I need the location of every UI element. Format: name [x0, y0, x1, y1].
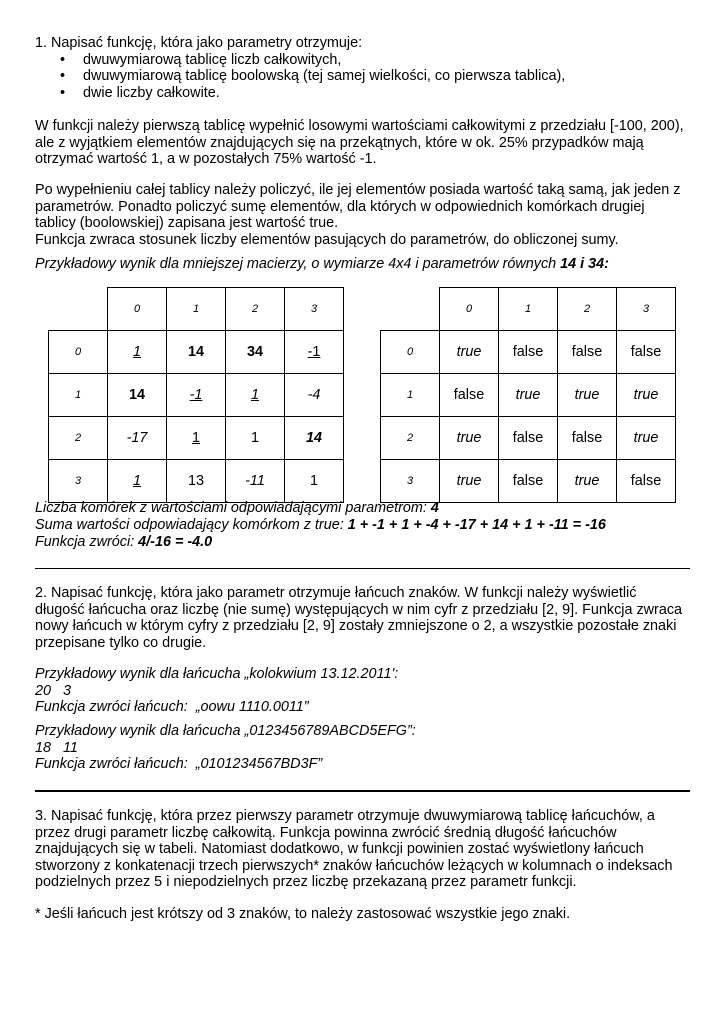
- table-cell: -1: [285, 331, 344, 374]
- task1-bullet: • dwie liczby całkowite.: [35, 85, 689, 102]
- table-cell: false: [499, 417, 558, 460]
- table-cell: false: [617, 331, 676, 374]
- table-cell: false: [558, 331, 617, 374]
- result-sum: Suma wartości odpowiadający komórkom z true: 1 + -1 + 1 + -4 + -17 + 14 + 1 + -11 = -16: [35, 517, 606, 533]
- row-header: 1: [49, 374, 108, 417]
- table-cell: 34: [226, 331, 285, 374]
- task1-intro-block: [35, 35, 689, 101]
- task2-ex1-return: Funkcja zwróci łańcuch: „oowu 1110.0011”: [35, 699, 309, 716]
- table-cell: -1: [167, 374, 226, 417]
- table-cell: 1: [285, 460, 344, 503]
- row-header: 1: [381, 374, 440, 417]
- table-cell: true: [617, 417, 676, 460]
- task1-results: [35, 500, 689, 551]
- task1-para2-block: [35, 182, 689, 248]
- row-header: 0: [381, 331, 440, 374]
- row-header: 0: [49, 331, 108, 374]
- table-cell: -4: [285, 374, 344, 417]
- row-header: 2: [381, 417, 440, 460]
- divider: [35, 568, 690, 569]
- task3-footnote: * Jeśli łańcuch jest krótszy od 3 znaków, to należy zastosować wszystkie jego znaki.: [35, 906, 571, 922]
- table-cell: 1: [226, 417, 285, 460]
- table-cell: true: [558, 374, 617, 417]
- task1-bullet-list: [35, 52, 689, 102]
- task1-intro: 1. Napisać funkcję, która jako parametry otrzymuje:: [35, 35, 363, 51]
- divider: [35, 790, 690, 792]
- task1-example-label: Przykładowy wynik dla mniejszej macierzy, o wymiarze 4x4 i parametrów równych 14 i 34:: [35, 256, 609, 272]
- table-cell: true: [617, 374, 676, 417]
- table-cell: 13: [167, 460, 226, 503]
- result-return: Funkcja zwróci: 4/-16 = -4.0: [35, 534, 213, 550]
- int-table: [48, 287, 344, 503]
- col-header: 0: [108, 288, 167, 331]
- task2-ex1-output: 20 3: [35, 682, 72, 699]
- table-corner: [381, 288, 440, 331]
- bool-table: [380, 287, 676, 503]
- table-cell: -11: [226, 460, 285, 503]
- table-cell: false: [558, 417, 617, 460]
- col-header: 2: [558, 288, 617, 331]
- col-header: 1: [167, 288, 226, 331]
- table-corner: [49, 288, 108, 331]
- table-cell: false: [499, 331, 558, 374]
- task1-bullet: • dwuwymiarową tablicę liczb całkowitych,: [35, 52, 689, 69]
- table-cell: 1: [167, 417, 226, 460]
- table-cell: true: [499, 374, 558, 417]
- table-cell: true: [440, 417, 499, 460]
- task2-ex1-label: Przykładowy wynik dla łańcucha „kolokwium 13.12.2011':: [35, 666, 399, 682]
- task1-bullet: • dwuwymiarową tablicę boolowską (tej samej wielkości, co pierwsza tablica),: [35, 68, 689, 85]
- table-cell: false: [499, 460, 558, 503]
- task2-example2: [35, 723, 689, 773]
- col-header: 1: [499, 288, 558, 331]
- task2-example1: [35, 666, 689, 716]
- task2-ex2-output: 18 11: [35, 739, 78, 756]
- table-cell: true: [558, 460, 617, 503]
- row-header: 3: [381, 460, 440, 503]
- task1-example-params: 14 i 34:: [560, 256, 609, 272]
- task1-para1: W funkcji należy pierwszą tablicę wypełnić losowymi wartościami całkowitymi z przedziału [-100, 200), ale z wyjątkiem elementów znajdujących się na przekątnych, które w ok. 25% przypadków mają otrzymać wartość 1, a w pozostałych 75% wartość -1.: [35, 118, 684, 168]
- task2-para: 2. Napisać funkcję, która jako parametr otrzymuje łańcuch znaków. W funkcji należy wyświetlić długość łańcucha oraz liczbę (nie sumę) występujących w nim cyfr z przedziału [2, 9]. Funkcja zwraca nowy łańcuch w którym cyfry z przedziału [2, 9] zostały zmniejszone o 2, a wszystkie pozostałe znaki przepisane tylko co drugie.: [35, 585, 683, 651]
- table-cell: 14: [167, 331, 226, 374]
- col-header: 3: [617, 288, 676, 331]
- table-cell: 1: [108, 331, 167, 374]
- col-header: 3: [285, 288, 344, 331]
- table-cell: 1: [226, 374, 285, 417]
- table-cell: 14: [285, 417, 344, 460]
- col-header: 0: [440, 288, 499, 331]
- result-count: Liczba komórek z wartościami odpowiadającymi parametrom: 4: [35, 500, 439, 516]
- task2-ex2-return: Funkcja zwróci łańcuch: „0101234567BD3F”: [35, 756, 323, 773]
- col-header: 2: [226, 288, 285, 331]
- row-header: 2: [49, 417, 108, 460]
- table-cell: true: [440, 460, 499, 503]
- task2-ex2-label: Przykładowy wynik dla łańcucha „0123456789ABCD5EFG”:: [35, 723, 416, 739]
- row-header: 3: [49, 460, 108, 503]
- table-cell: false: [440, 374, 499, 417]
- task1-para3: Funkcja zwraca stosunek liczby elementów pasujących do parametrów, do obliczonej sumy.: [35, 231, 619, 248]
- table-cell: false: [617, 460, 676, 503]
- table-cell: true: [440, 331, 499, 374]
- task1-para2: Po wypełnieniu całej tablicy należy policzyć, ile jej elementów posiada wartość taką samą, jak jeden z parametrów. Ponadto policzyć sumę elementów, dla których w odpowiednich komórkach drugiej tablicy (boolowskiej) zapisana jest wartość true.: [35, 182, 681, 232]
- table-cell: 14: [108, 374, 167, 417]
- table-cell: -17: [108, 417, 167, 460]
- task3-para: 3. Napisać funkcję, która przez pierwszy parametr otrzymuje dwuwymiarową tablicę łańcuchów, a przez drugi parametr liczbę całkowitą. Funkcja powinna zwrócić średnią długość łańcuchów znajdujących się w tabeli. Natomiast dodatkowo, w funkcji powinien zostać wyświetlony łańcuch stworzony z konkatenacji trzech pierwszych* znaków łańcuchów leżących w kolumnach o indeksach podzielnych przez 5 i niepodzielnych przez liczbę przekazaną przez parametr funkcji.: [35, 808, 673, 891]
- table-cell: 1: [108, 460, 167, 503]
